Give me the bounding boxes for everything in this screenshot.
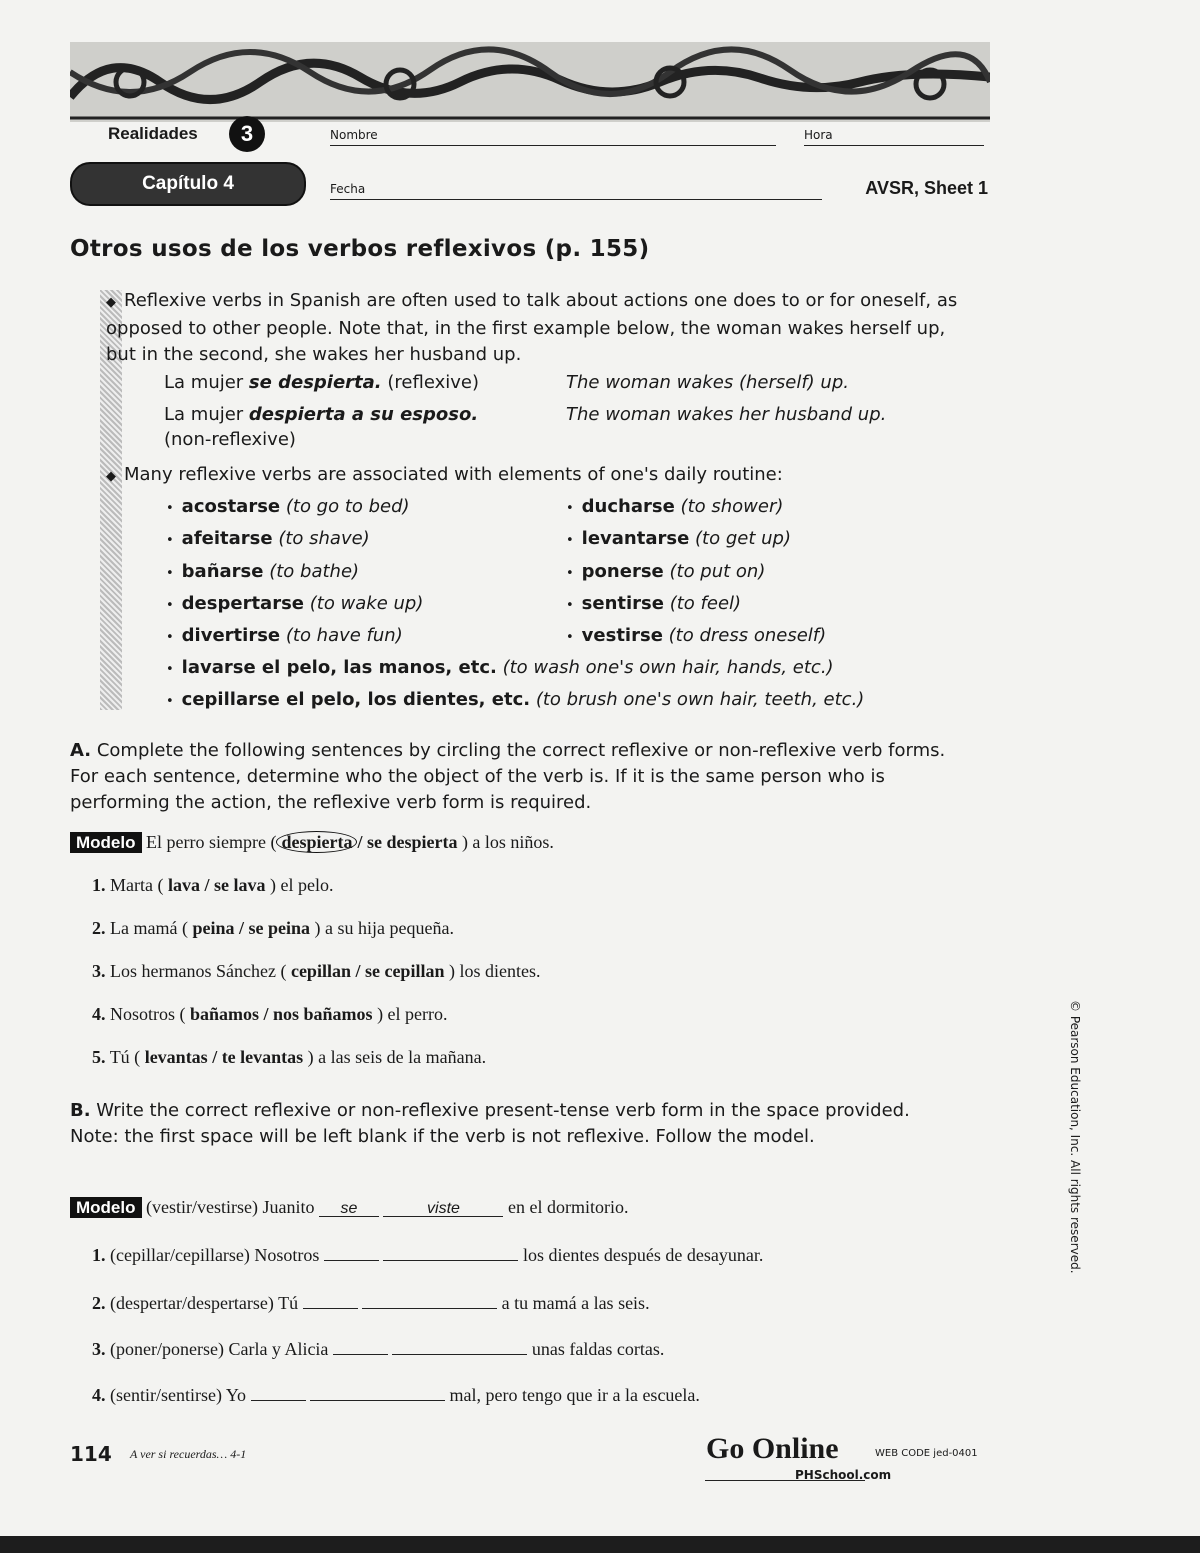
blank-verb[interactable] bbox=[392, 1338, 527, 1355]
nombre-label: Nombre bbox=[330, 128, 378, 142]
part-a-instructions bbox=[70, 738, 970, 816]
blank-reflexive[interactable] bbox=[333, 1338, 388, 1355]
part-a-item-3: 3. Los hermanos Sánchez ( cepillan / se cepillan ) los dientes. bbox=[92, 961, 541, 981]
part-a-modelo: Modelo El perro siempre ( despierta / se despierta ) a los niños. bbox=[70, 832, 554, 853]
choice-options[interactable]: lava / se lava bbox=[167, 875, 266, 895]
choice-options[interactable]: bañamos / nos bañamos bbox=[190, 1004, 373, 1024]
intro-text-2: Many reflexive verbs are associated with elements of one's daily routine: bbox=[124, 464, 783, 485]
part-a-item-1: 1. Marta ( lava / se lava ) el pelo. bbox=[92, 875, 334, 895]
modelo-badge: Modelo bbox=[70, 1197, 142, 1218]
blank-reflexive[interactable] bbox=[324, 1244, 379, 1261]
decorative-banner bbox=[70, 42, 990, 122]
modelo-badge: Modelo bbox=[70, 832, 142, 853]
footer-divider bbox=[705, 1480, 865, 1481]
verb-right-1: • ducharse (to shower) bbox=[566, 496, 784, 517]
series-level-badge: 3 bbox=[229, 116, 265, 152]
verb-right-4: • sentirse (to feel) bbox=[566, 593, 742, 614]
example-2-english: The woman wakes her husband up. bbox=[566, 404, 887, 425]
part-a-item-4: 4. Nosotros ( bañamos / nos bañamos ) el perro. bbox=[92, 1004, 448, 1024]
blank-reflexive[interactable] bbox=[303, 1292, 358, 1309]
page-number: 114 bbox=[70, 1442, 112, 1466]
scan-edge bbox=[0, 1536, 1200, 1553]
verb-right-3: • ponerse (to put on) bbox=[566, 561, 766, 582]
verb-left-2: • afeitarse (to shave) bbox=[166, 528, 370, 549]
verb-wide-2: • cepillarse el pelo, los dientes, etc. (to brush one's own hair, teeth, etc.) bbox=[166, 689, 865, 710]
example-1-plain: La mujer bbox=[164, 372, 249, 393]
part-b-item-3: 3. (poner/ponerse) Carla y Alicia unas faldas cortas. bbox=[92, 1339, 665, 1359]
example-1-note: (reflexive) bbox=[381, 372, 479, 393]
part-b-modelo: Modelo (vestir/vestirse) Juanito se viste en el dormitorio. bbox=[70, 1197, 628, 1218]
section-title: Otros usos de los verbos reflexivos (p. 155) bbox=[70, 236, 650, 262]
part-b-text: Write the correct reflexive or non-reflexive present-tense verb form in the space provided. Note: the first space will be left blank if the verb is not reflexive. Follow the model. bbox=[70, 1100, 910, 1147]
fecha-field[interactable] bbox=[330, 199, 822, 200]
example-2-italic: despierta a su esposo. bbox=[248, 404, 479, 425]
footer-reference: A ver si recuerdas… 4-1 bbox=[130, 1447, 247, 1461]
example-2-plain: La mujer bbox=[164, 404, 249, 425]
intro-paragraph-2 bbox=[106, 462, 966, 490]
web-code: WEB CODE jed-0401 bbox=[875, 1448, 978, 1459]
example-2-note: (non-reflexive) bbox=[164, 429, 296, 450]
circled-answer: despierta bbox=[276, 831, 357, 853]
part-a-item-5: 5. Tú ( levantas / te levantas ) a las seis de la mañana. bbox=[92, 1047, 487, 1067]
sheet-label: AVSR, Sheet 1 bbox=[865, 178, 988, 198]
copyright-text: © Pearson Education, Inc. All rights reserved. bbox=[1068, 1000, 1082, 1274]
choice-options[interactable]: cepillan / se cepillan bbox=[290, 961, 445, 981]
intro-text-1: Reflexive verbs in Spanish are often used to talk about actions one does to or for oneself, as opposed to other people. Note that, in the first example below, the woman wakes herself up, but in the second, she wakes her husband up. bbox=[106, 290, 958, 365]
verb-left-1: • acostarse (to go to bed) bbox=[166, 496, 410, 517]
series-label: Realidades bbox=[108, 124, 198, 143]
example-1-english: The woman wakes (herself) up. bbox=[566, 372, 849, 393]
blank-verb[interactable] bbox=[310, 1384, 445, 1401]
blank-reflexive[interactable] bbox=[251, 1384, 306, 1401]
copyright-container bbox=[1060, 1000, 1090, 1290]
hora-label: Hora bbox=[804, 128, 833, 142]
nombre-field[interactable] bbox=[330, 145, 776, 146]
part-b-item-4: 4. (sentir/sentirse) Yo mal, pero tengo que ir a la escuela. bbox=[92, 1385, 700, 1405]
part-a-text: Complete the following sentences by circling the correct reflexive or non-reflexive verb forms. For each sentence, determine who the object of the verb is. If it is the same person who is performing the action, the reflexive verb form is required. bbox=[70, 740, 946, 813]
phschool-link[interactable]: PHSchool.com bbox=[795, 1468, 892, 1482]
example-2-spanish bbox=[164, 404, 478, 425]
fecha-label: Fecha bbox=[330, 182, 366, 196]
blank-verb[interactable] bbox=[362, 1292, 497, 1309]
example-1-spanish bbox=[164, 372, 479, 393]
choice-options[interactable]: peina / se peina bbox=[192, 918, 310, 938]
model-answer-1: se bbox=[319, 1200, 379, 1217]
chapter-badge: Capítulo 4 bbox=[70, 162, 306, 206]
part-a-item-2: 2. La mamá ( peina / se peina ) a su hija pequeña. bbox=[92, 918, 454, 938]
verb-right-2: • levantarse (to get up) bbox=[566, 528, 791, 549]
part-b-instructions bbox=[70, 1098, 930, 1150]
part-b-letter: B. bbox=[70, 1100, 91, 1121]
verb-left-3: • bañarse (to bathe) bbox=[166, 561, 360, 582]
bullet-icon: ◆ bbox=[106, 295, 116, 310]
choice-options[interactable]: levantas / te levantas bbox=[144, 1047, 304, 1067]
part-b-item-2: 2. (despertar/despertarse) Tú a tu mamá a las seis. bbox=[92, 1293, 650, 1313]
part-a-letter: A. bbox=[70, 740, 92, 761]
model-answer-2: viste bbox=[383, 1200, 503, 1217]
example-1-italic: se despierta. bbox=[248, 372, 382, 393]
go-online-logo: Go Online bbox=[706, 1432, 839, 1465]
verb-right-5: • vestirse (to dress oneself) bbox=[566, 625, 827, 646]
verb-left-5: • divertirse (to have fun) bbox=[166, 625, 403, 646]
blank-verb[interactable] bbox=[383, 1244, 518, 1261]
hora-field[interactable] bbox=[804, 145, 984, 146]
part-b-item-1: 1. (cepillar/cepillarse) Nosotros los dientes después de desayunar. bbox=[92, 1245, 764, 1265]
verb-left-4: • despertarse (to wake up) bbox=[166, 593, 424, 614]
intro-paragraph-1 bbox=[106, 288, 966, 368]
verb-wide-1: • lavarse el pelo, las manos, etc. (to wash one's own hair, hands, etc.) bbox=[166, 657, 834, 678]
bullet-icon: ◆ bbox=[106, 469, 116, 484]
